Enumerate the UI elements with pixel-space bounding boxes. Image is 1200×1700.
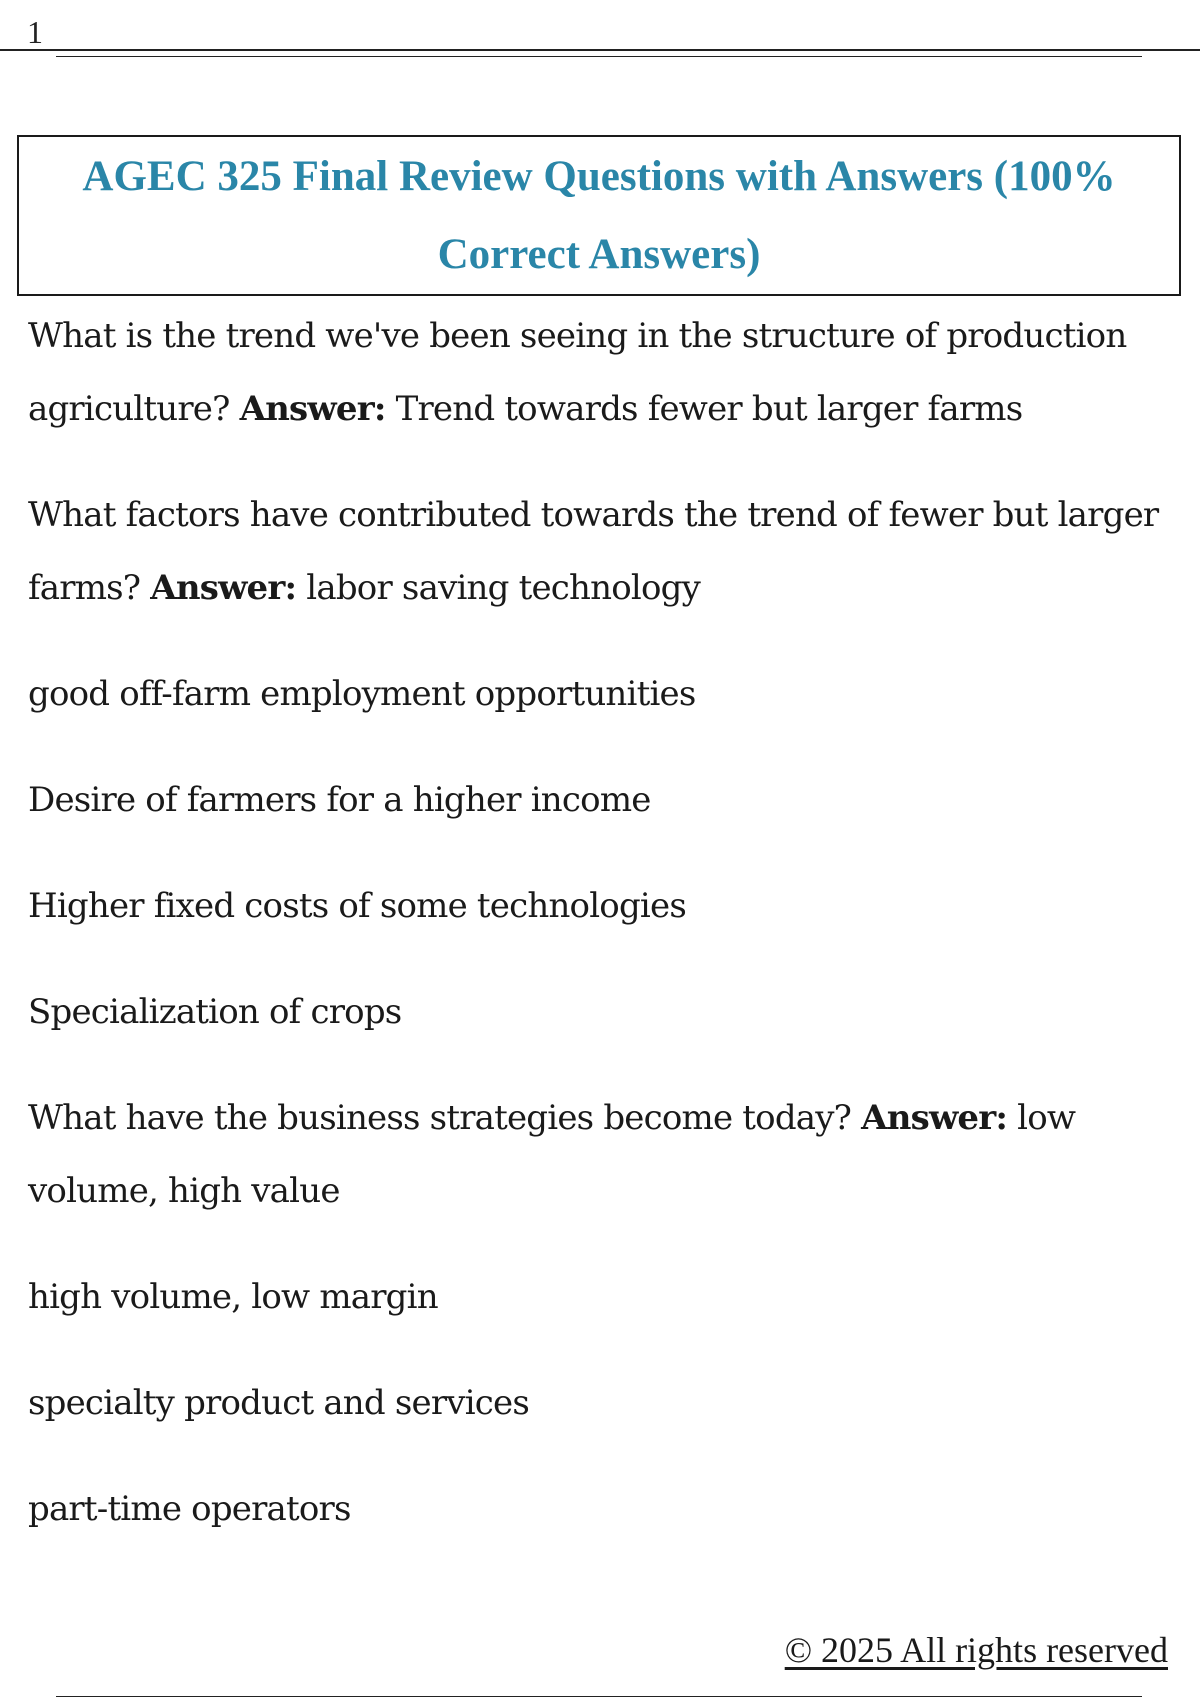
- answer-text: Trend towards fewer but larger farms: [395, 389, 1023, 429]
- answer-item: Desire of farmers for a higher income: [28, 780, 651, 820]
- answer-item: good off-farm employment opportunities: [28, 674, 696, 714]
- document-title: [70, 138, 1127, 294]
- document-title-line-1: AGEC 325 Final Review Questions with Answers (100%: [82, 152, 1116, 200]
- answer-item: specialty product and services: [28, 1383, 529, 1423]
- document-title-line-2: Correct Answers): [437, 230, 761, 278]
- answer-label: Answer:: [150, 568, 297, 608]
- footer-rule: [56, 1696, 1142, 1697]
- question-1: [28, 300, 1168, 446]
- answer-item: Specialization of crops: [28, 992, 402, 1032]
- page-number: 1: [27, 14, 43, 50]
- answer-item: Higher fixed costs of some technologies: [28, 886, 686, 926]
- header-rule-inner: [56, 56, 1142, 57]
- question-text: What factors have contributed towards the trend of fewer but larger farms?: [28, 495, 1159, 608]
- answer-text: labor saving technology: [306, 568, 700, 608]
- question-text: What have the business strategies become today?: [28, 1098, 852, 1138]
- question-2: [28, 479, 1168, 625]
- answer-text: low volume, high value: [28, 1098, 1076, 1211]
- answer-label: Answer:: [239, 389, 386, 429]
- document-body: [28, 300, 1168, 1579]
- answer-label: Answer:: [861, 1098, 1008, 1138]
- header-rule: [0, 49, 1200, 51]
- question-3: [28, 1082, 1168, 1228]
- answer-item: high volume, low margin: [28, 1277, 438, 1317]
- answer-item: part-time operators: [28, 1489, 351, 1529]
- document-title-box: [17, 135, 1181, 296]
- question-text: What is the trend we've been seeing in the structure of production agriculture?: [28, 316, 1127, 429]
- copyright-notice: © 2025 All rights reserved: [784, 1630, 1168, 1670]
